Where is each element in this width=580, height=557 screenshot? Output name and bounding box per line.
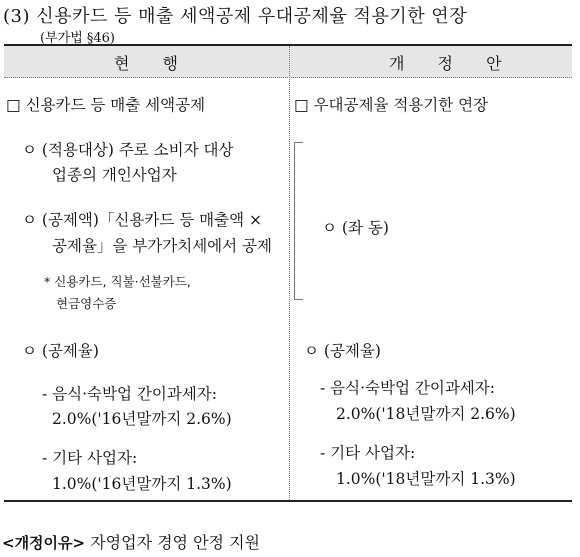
reason-label: <개정이유> bbox=[2, 534, 86, 552]
right-heading: □ 우대공제율 적용기한 연장 bbox=[294, 96, 489, 114]
comparison-table bbox=[4, 44, 572, 502]
header-current: 현 행 bbox=[114, 54, 192, 73]
left-item2-line2: 공제율」을 부가가치세에서 공제 bbox=[52, 237, 273, 255]
left-rate2-line1: - 기타 사업자: bbox=[42, 449, 138, 467]
left-item1-line2: 업종의 개인사업자 bbox=[52, 166, 177, 184]
right-rate2-line1: - 기타 사업자: bbox=[320, 444, 416, 462]
reason-text: 자영업자 경영 안정 지원 bbox=[85, 533, 261, 552]
left-rate1-line1: - 음식·숙박업 간이과세자: bbox=[42, 385, 217, 403]
left-rate1-line2: 2.0%('16년말까지 2.6%) bbox=[52, 410, 232, 428]
table-header bbox=[4, 46, 572, 78]
left-note-line2: 현금영수증 bbox=[56, 296, 117, 311]
left-item1-line1: ㅇ (적용대상) 주로 소비자 대상 bbox=[22, 141, 234, 159]
right-rate2-line2: 1.0%('18년말까지 1.3%) bbox=[336, 470, 516, 488]
left-note-line1: * 신용카드, 직불·선불카드, bbox=[44, 274, 191, 289]
law-reference: (부가법 §46) bbox=[40, 31, 115, 46]
right-rate1-line2: 2.0%('18년말까지 2.6%) bbox=[336, 405, 516, 423]
revision-reason bbox=[2, 530, 260, 553]
section-title: (3) 신용카드 등 매출 세액공제 우대공제율 적용기한 연장 bbox=[3, 6, 468, 27]
right-rate1-line1: - 음식·숙박업 간이과세자: bbox=[320, 379, 495, 397]
column-divider bbox=[289, 46, 290, 500]
left-rate2-line2: 1.0%('16년말까지 1.3%) bbox=[52, 475, 232, 493]
right-rate-label: ㅇ (공제율) bbox=[304, 342, 381, 360]
header-proposed: 개 정 안 bbox=[389, 54, 516, 73]
right-same: ㅇ (좌 동) bbox=[322, 219, 389, 237]
left-item2-line1: ㅇ (공제액)「신용카드 등 매출액 × bbox=[22, 211, 262, 229]
left-heading: □ 신용카드 등 매출 세액공제 bbox=[6, 96, 206, 114]
same-as-left-bracket bbox=[294, 142, 303, 300]
left-rate-label: ㅇ (공제율) bbox=[22, 342, 99, 360]
